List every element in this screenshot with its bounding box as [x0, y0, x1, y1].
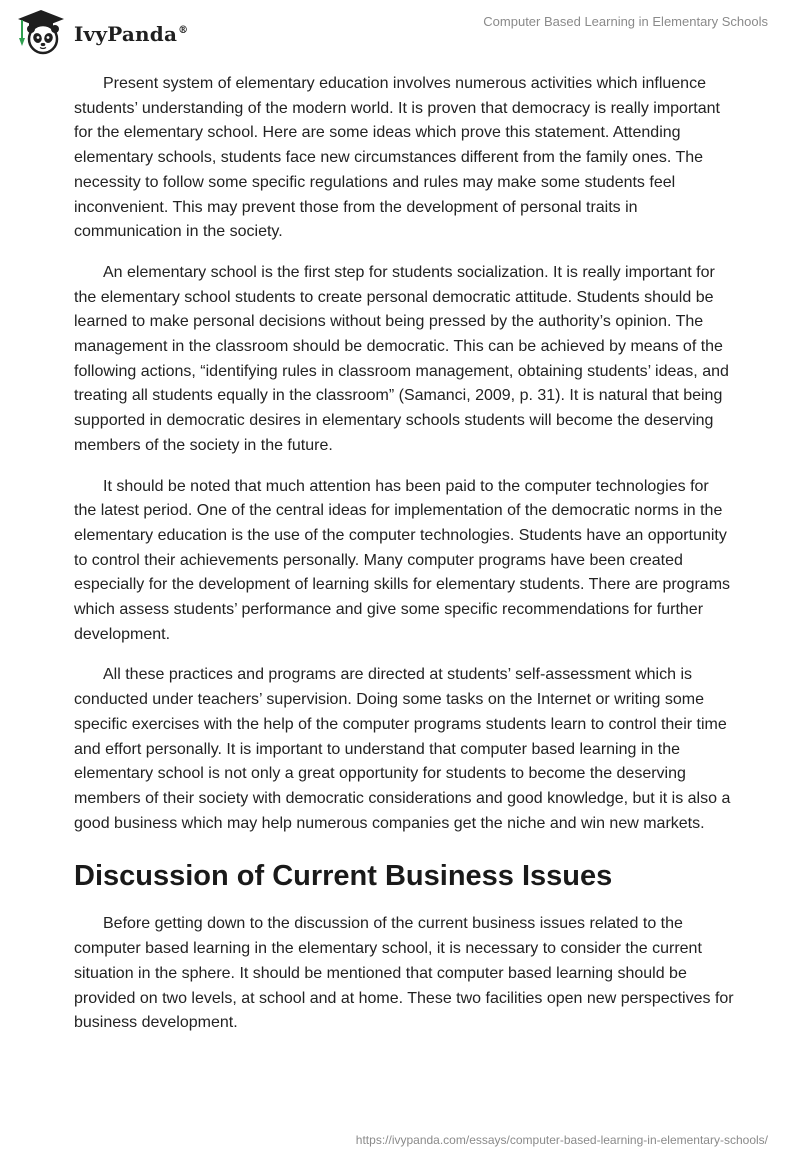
- document-title: Computer Based Learning in Elementary Schools: [483, 14, 768, 29]
- paragraph-1: Present system of elementary education involves numerous activities which influence students’ understanding of the modern world. It is proven that democracy is really important for the elementary school. Here are some ideas which prove this statement. Attending elementary schools, students face new circumstances different from the family ones. The necessity to follow some specific regulations and rules may make some students feel inconvenient. This may prevent those from the development of personal traits in communication in the society.: [74, 75, 720, 241]
- essay-content: [74, 72, 734, 1052]
- paragraph-2: An elementary school is the first step for students socialization. It is really important for the elementary school students to create personal democratic attitude. Students should be learned to make personal decisions without being pressed by the authority’s opinion. The management in the classroom should be democratic. This can be achieved by means of the following actions, “identifying rules in classroom management, obtaining students’ ideas, and treating all students equally in the classroom” (Samanci, 2009, p. 31). It is natural that being supported in democratic desires in elementary schools students will become the deserving members of the society in the future.: [74, 263, 729, 454]
- section-paragraph: Before getting down to the discussion of the current business issues related to the computer based learning in the elementary school, it is necessary to consider the current situation in the sphere. It should be mentioned that computer based learning should be provided on two levels, at school and at home. These two facilities open new perspectives for business development.: [74, 915, 734, 1032]
- brand-logo[interactable]: [14, 8, 188, 56]
- paragraph-4: All these practices and programs are directed at students’ self-assessment which is conducted under teachers’ supervision. Doing some tasks on the Internet or writing some specific exercises with the help of the computer programs students learn to control their time and effort personally. It is important to understand that computer based learning in the elementary school is not only a great opportunity for students to become the deserving members of their society with democratic considerations and good knowledge, but it is also a good business which may help numerous companies get the niche and win new markets.: [74, 666, 731, 832]
- page-header: [0, 0, 800, 60]
- panda-graduate-logo-icon: [14, 8, 68, 56]
- paragraph-3: It should be noted that much attention has been paid to the computer technologies for the latest period. One of the central ideas for implementation of the democratic norms in the elementary education is the use of the computer technologies. Students have an opportunity to control their achievements personally. Many computer programs have been created especially for the development of learning skills for elementary students. There are programs which assess students’ performance and give some specific recommendations for further development.: [74, 477, 731, 643]
- section-heading: Discussion of Current Business Issues: [74, 860, 613, 893]
- brand-name: IvyPanda®: [74, 22, 189, 46]
- registered-mark: ®: [178, 25, 189, 37]
- footer-url[interactable]: https://ivypanda.com/essays/computer-based-learning-in-elementary-schools/: [355, 1133, 768, 1147]
